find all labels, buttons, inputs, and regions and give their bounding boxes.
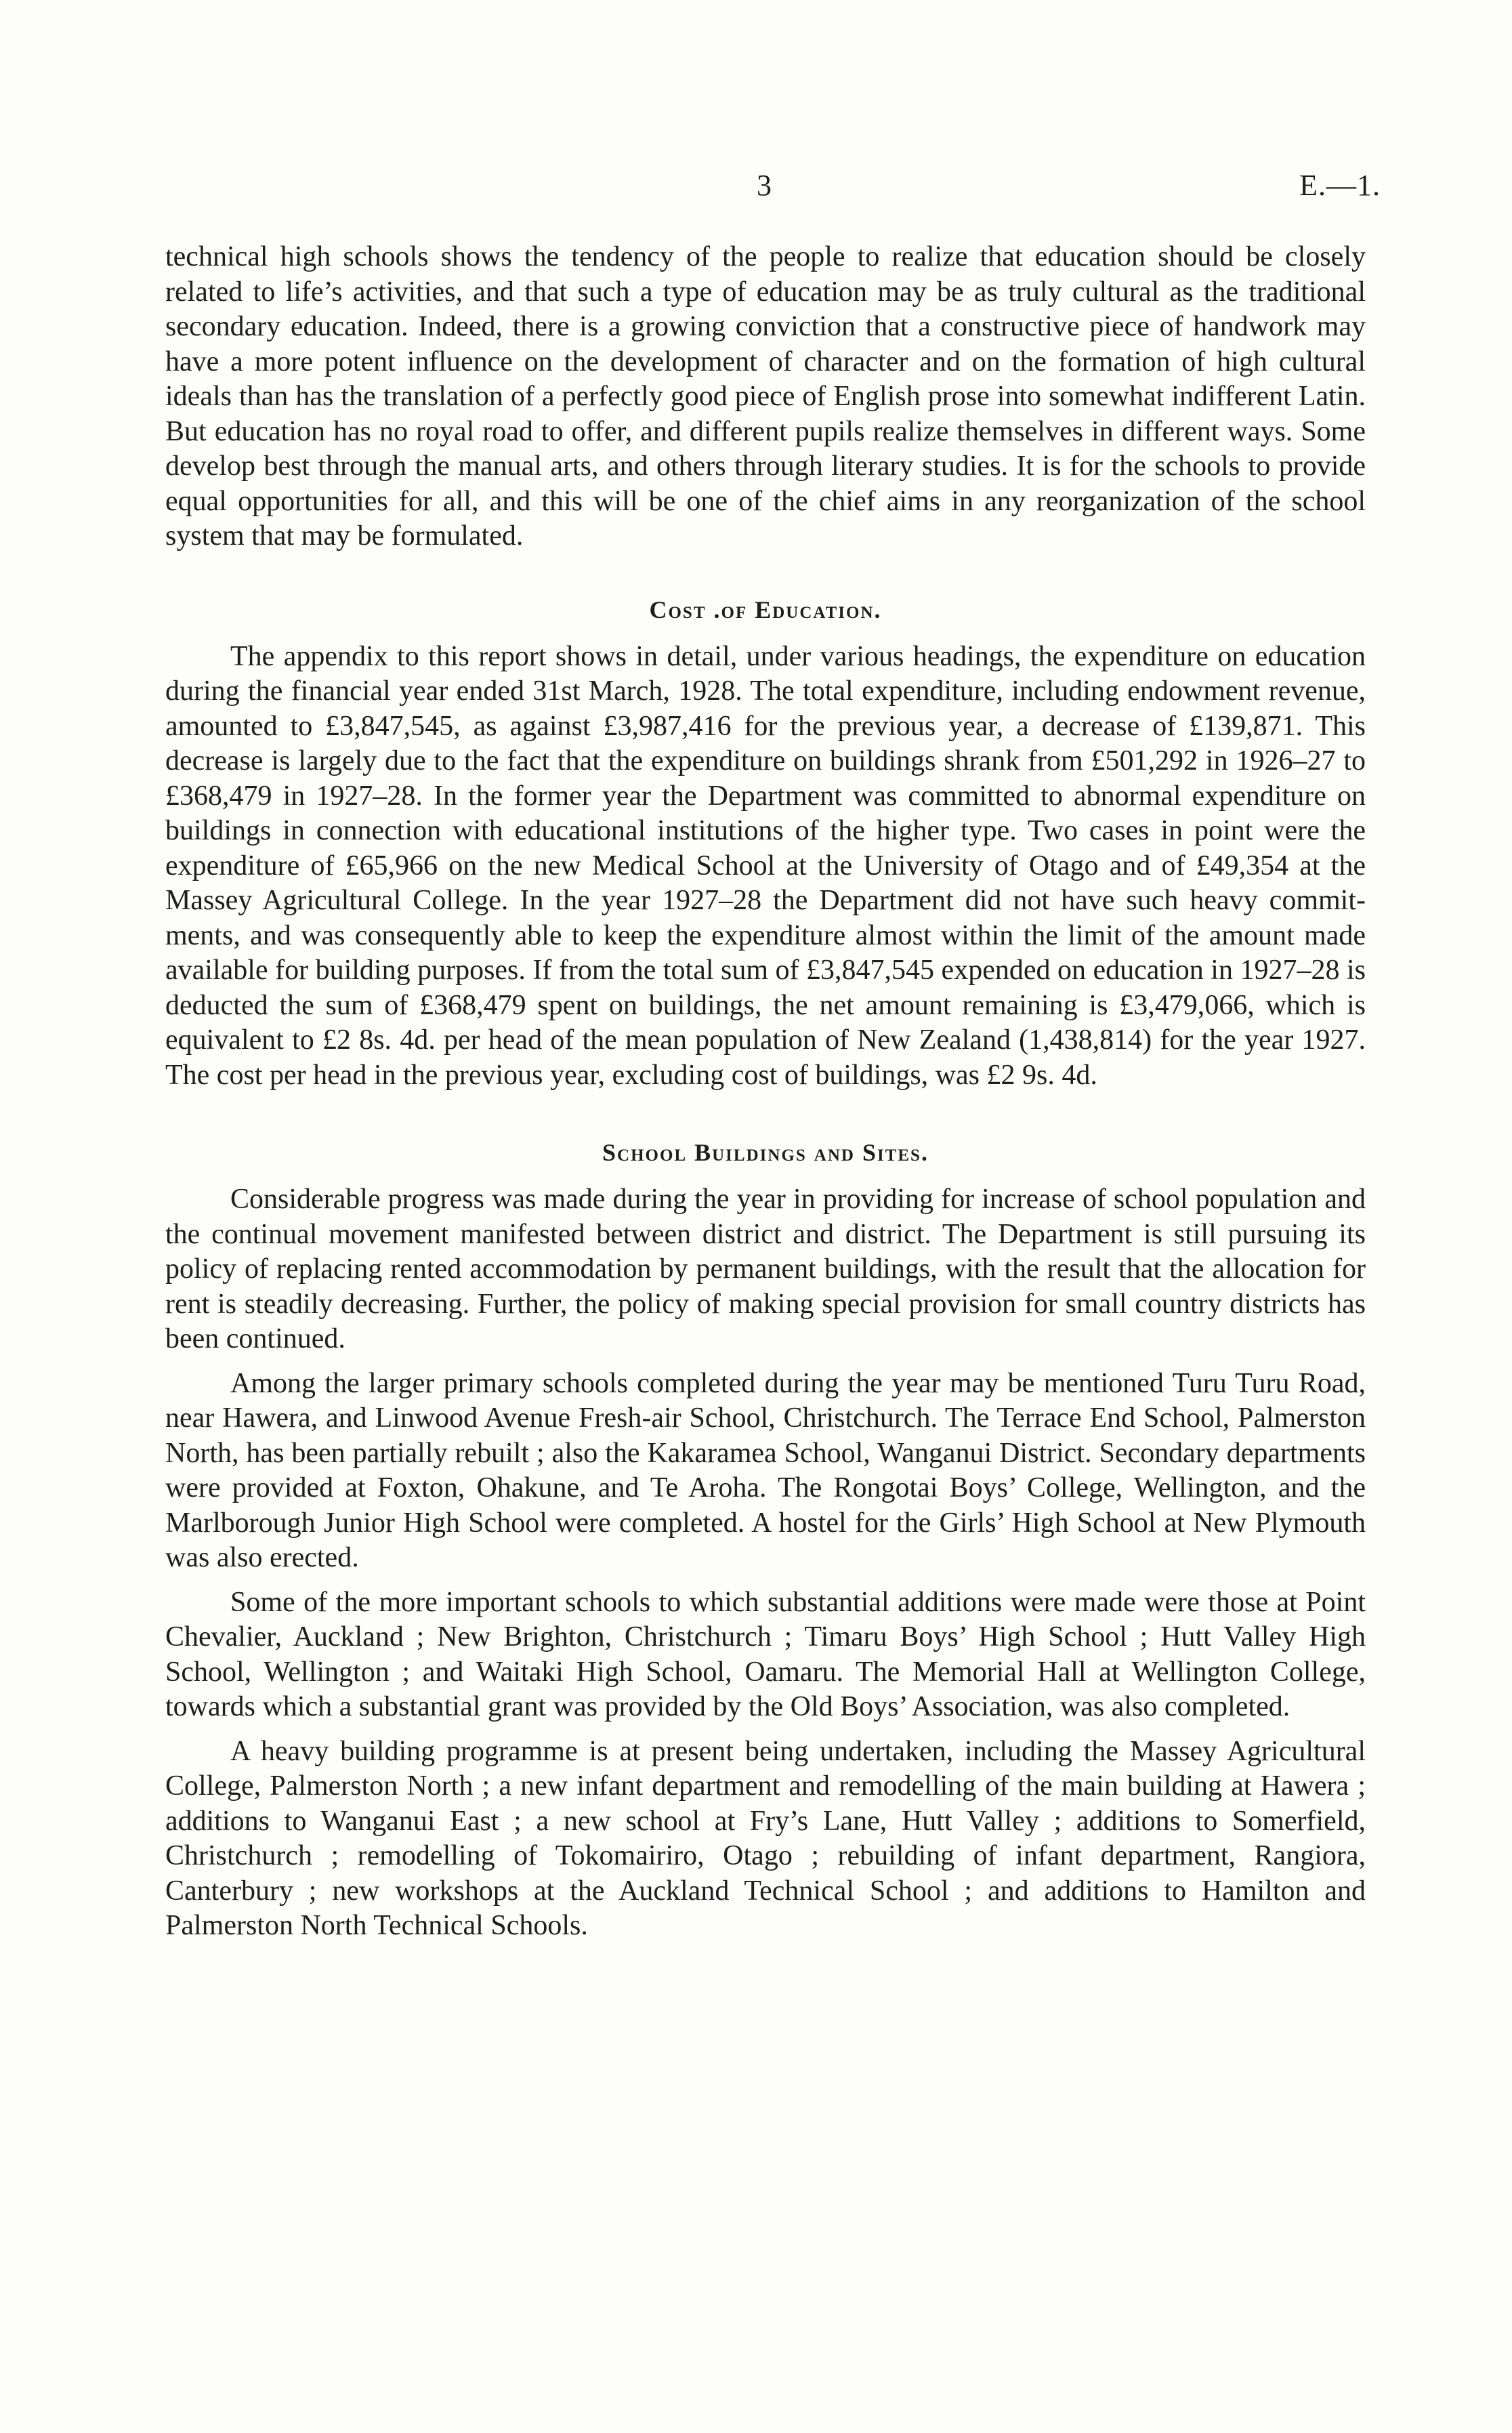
buildings-paragraph-programme: A heavy building programme is at present being undertaken, including the Massey Agricultural College, Palmerston North ; a new infant department and remodelling of the main building at Hawera ; additions to Wanganui East ; a new school at Fry’s Lane, Hutt Valley ; additions to Somerfield, Christchurch ; remodelling of Tokomairiro, Otago ; rebuilding of infant department, Rangiora, Canterbury ; new workshops at the Auckland Technical School ; and additions to Hamilton and Palmerston North Technical Schools. xyxy=(165,1735,1366,1941)
page-body xyxy=(165,240,1366,1944)
cost-of-education-heading: Cost .of Education. xyxy=(649,596,882,623)
buildings-paragraph-progress: Considerable progress was made during the year in providing for increase of school population and the continual movement manifested between district and district. The Department is still pursuing its policy of replacing rented accommodation by permanent buildings, with the result that the allocation for rent is steadily decreasing. Further, the policy of making special provision for small country districts has been continued. xyxy=(165,1184,1366,1354)
buildings-paragraph-primary-schools: Among the larger primary schools completed during the year may be mentioned Turu Turu Road, near Hawera, and Linwood Avenue Fresh-air School, Christchurch. The Terrace End School, Palmerston North, has been partially rebuilt ; also the Kakaramea School, Wanganui District. Secondary departments were provided at Foxton, Ohakune, and Te Aroha. The Rongotai Boys’ College, Wellington, and the Marlborough Junior High School were completed. A hostel for the Girls’ High School at New Plymouth was also erected. xyxy=(165,1367,1366,1573)
document-reference: E.—1. xyxy=(1299,169,1381,202)
buildings-paragraph-additions: Some of the more important schools to which substantial additions were made were those at Point Chevalier, Auckland ; New Brighton, Christchurch ; Timaru Boys’ High School ; Hutt Valley High School, Wellington ; and Waitaki High School, Oamaru. The Memorial Hall at Wellington College, towards which a substantial grant was provided by the Old Boys’ Association, was also completed. xyxy=(165,1586,1366,1722)
school-buildings-heading: School Buildings and Sites. xyxy=(602,1139,929,1166)
intro-paragraph: technical high schools shows the tendency of the people to realize that education should be closely related to life’s activities, and that such a type of education may be as truly cultural as the traditional secondary education. Indeed, there is a growing conviction that a constructive piece of handwork may have a more potent influence on the development of character and on the formation of high cultural ideals than has the translation of a perfectly good piece of English prose into somewhat indifferent Latin. But education has no royal road to offer, and different pupils realize themselves in different ways. Some develop best through the manual arts, and others through literary studies. It is for the schools to provide equal opportunities for all, and this will be one of the chief aims in any reorganization of the school system that may be formulated. xyxy=(165,241,1366,552)
cost-of-education-paragraph: The appendix to this report shows in detail, under various headings, the expenditure on education during the financial year ended 31st March, 1928. The total expenditure, including endowment revenue, amounted to £3,847,545, as against £3,987,416 for the previous year, a decrease of £139,871. This decrease is largely due to the fact that the expenditure on buildings shrank from £501,292 in 1926–27 to £368,479 in 1927–28. In the former year the Department was committed to abnormal expenditure on buildings in connection with educational institutions of the higher type. Two cases in point were the expenditure of £65,966 on the new Medical School at the University of Otago and of £49,354 at the Massey Agricultural College. In the year 1927–28 the Department did not have such heavy commitments, and was consequently able to keep the expenditure almost within the limit of the amount made available for building purposes. If from the total sum of £3,847,545 expended on education in 1927–28 is deducted the sum of £368,479 spent on buildings, the net amount remaining is £3,479,066, which is equivalent to £2 8s. 4d. per head of the mean population of New Zealand (1,438,814) for the year 1927. The cost per head in the previous year, excluding cost of buildings, was £2 9s. 4d. xyxy=(165,640,1366,1091)
page-number: 3 xyxy=(757,169,772,202)
